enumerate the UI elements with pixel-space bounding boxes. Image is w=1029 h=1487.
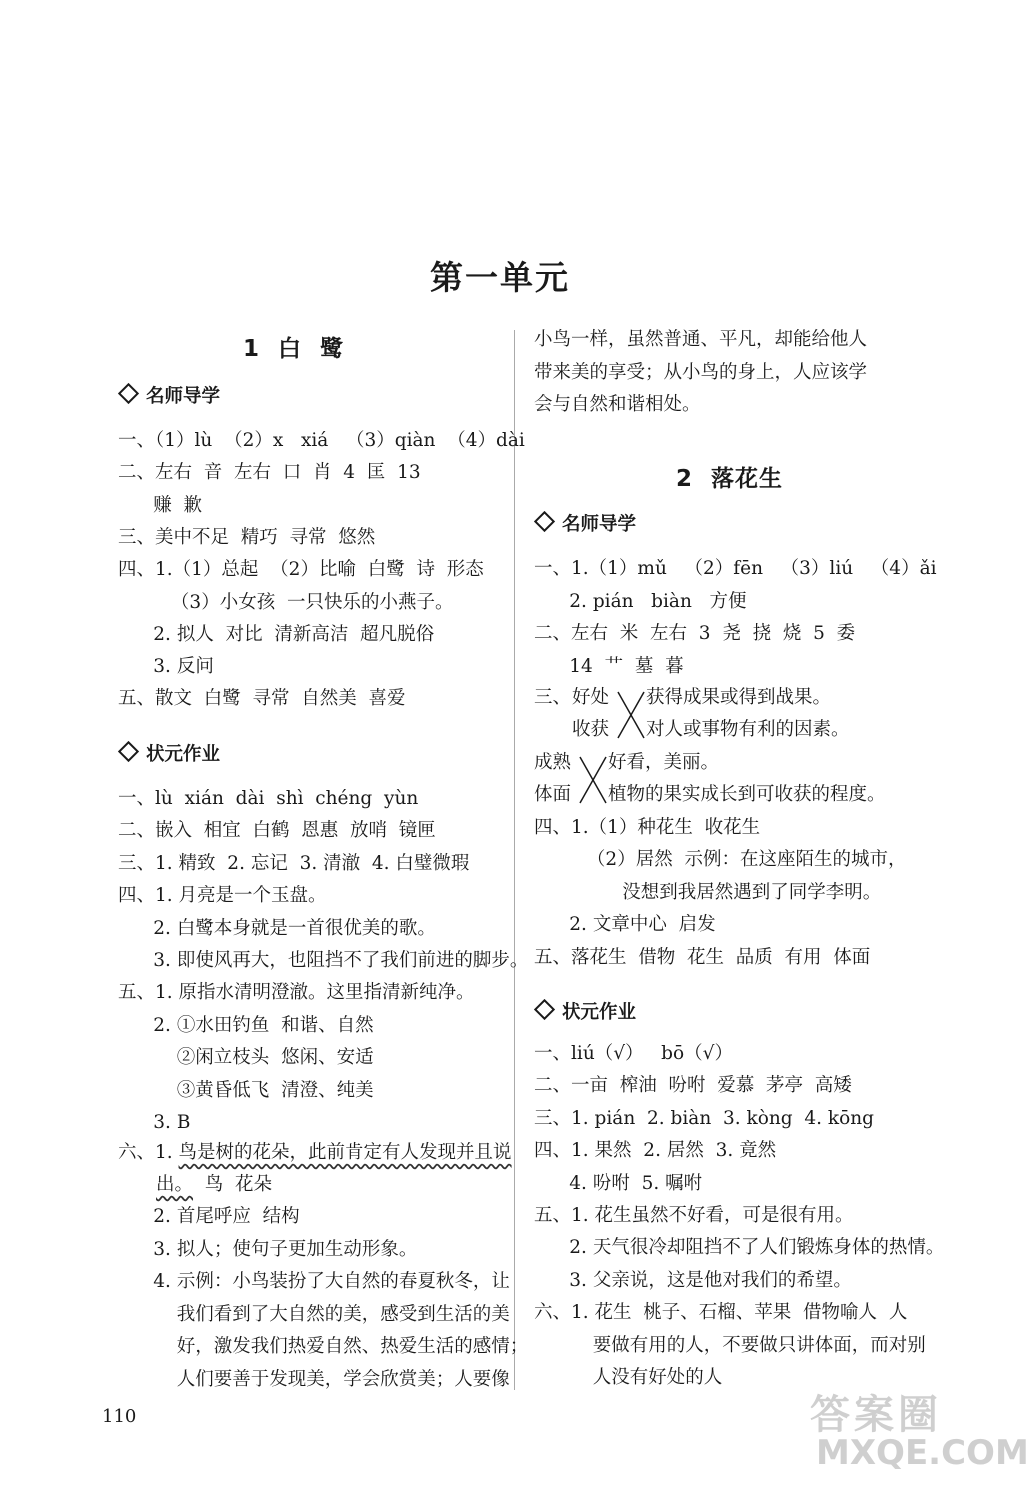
answer-line: 四、1.（1）种花生 收花生 xyxy=(534,817,761,838)
answer-line: 4. 吩咐 5. 嘱咐 xyxy=(534,1172,703,1194)
column-divider xyxy=(514,330,515,1390)
answer-line: 好，激发我们热爱自然、热爱生活的感情； xyxy=(118,1336,529,1357)
answer-line: 三、1. pián 2. biàn 3. kòng 4. kōng xyxy=(534,1107,875,1129)
unit-title: 第一单元 xyxy=(430,258,570,297)
lesson-title-1: 1 白 鹭 xyxy=(243,336,345,362)
answer-line: 14 艹 墓 暮 xyxy=(534,655,684,677)
answer-line: 2. ①水田钓鱼 和谐、自然 xyxy=(118,1014,374,1036)
answer-line-6-1: 六、1. 鸟是树的花朵，此前肯定有人发现并且说 xyxy=(118,1142,512,1163)
answer-line: 五、散文 白鹭 寻常 自然美 喜爱 xyxy=(118,688,406,710)
diamond-icon xyxy=(118,383,139,404)
match-prefix: 三、 xyxy=(534,687,572,708)
diamond-icon xyxy=(534,999,555,1020)
answer-line: 四、1.（1）总起 （2）比喻 白鹭 诗 形态 xyxy=(118,559,484,581)
answer-line: 会与自然和谐相处。 xyxy=(534,394,701,415)
answer-line: 五、落花生 借物 花生 品质 有用 体面 xyxy=(534,946,871,968)
answer-line: 要做有用的人，不要做只讲体面，而对别 xyxy=(534,1334,926,1356)
match-cross-lines-2 xyxy=(578,751,608,809)
answer-line: 3. B xyxy=(118,1112,191,1133)
answer-line: 2. 天气很冷却阻挡不了人们锻炼身体的热情。 xyxy=(534,1237,945,1259)
match-right-1: 获得成果或得到战果。 xyxy=(646,687,832,708)
match-right-4: 植物的果实成长到可收获的程度。 xyxy=(608,784,886,805)
answer-line: 2. 文章中心 启发 xyxy=(534,914,716,936)
match-left-2: 收获 xyxy=(572,719,610,740)
answer-line: ③黄昏低飞 清澄、纯美 xyxy=(118,1079,374,1101)
answer-line: （3）小女孩 一只快乐的小燕子。 xyxy=(118,591,454,613)
answer-line: 一、1.（1）mǔ （2）fēn （3）liú （4）ǎi xyxy=(534,558,937,579)
answer-line-6-1-cont: 出。 鸟 花朵 xyxy=(156,1174,273,1195)
answer-line: 3. 父亲说，这是他对我们的希望。 xyxy=(534,1269,852,1291)
section-heading-guide: 名师导学 xyxy=(118,382,220,408)
answer-line: 三、美中不足 精巧 寻常 悠然 xyxy=(118,526,376,548)
answer-line: 赚 歉 xyxy=(118,494,203,516)
answer-line: 四、1. 果然 2. 居然 3. 竟然 xyxy=(534,1140,777,1162)
match-right-3: 好看，美丽。 xyxy=(608,752,720,773)
answer-line: （2）居然 示例：在这座陌生的城市， xyxy=(534,849,907,871)
match-left-1: 好处 xyxy=(572,687,610,708)
diamond-icon xyxy=(534,511,555,532)
match-left-3: 成熟 xyxy=(534,752,572,773)
answer-line: 二、左右 米 左右 3 尧 挠 烧 5 委 xyxy=(534,623,856,644)
answer-line: 4. 示例：小鸟装扮了大自然的春夏秋冬，让 xyxy=(118,1271,510,1292)
match-right-2: 对人或事物有利的因素。 xyxy=(646,719,850,740)
answer-line: 人没有好处的人 xyxy=(534,1367,723,1388)
answer-line: 没想到我居然遇到了同学李明。 xyxy=(534,881,882,903)
answer-line: 二、嵌入 相宜 白鹤 恩惠 放哨 镜匣 xyxy=(118,820,436,842)
answer-line: 带来美的享受；从小鸟的身上，人应该学 xyxy=(534,361,868,383)
answer-line: 2. pián biàn 方便 xyxy=(534,590,747,612)
match-cross-lines-1 xyxy=(616,686,646,744)
answer-line: 一、liú（√） bō（√） xyxy=(534,1043,733,1064)
answer-line: 一、lù xián dài shì chéng yùn xyxy=(118,788,419,809)
answer-line: 3. 拟人；使句子更加生动形象。 xyxy=(118,1238,418,1260)
answer-line: 五、1. 原指水清明澄澈。这里指清新纯净。 xyxy=(118,982,475,1004)
match-left-4: 体面 xyxy=(534,784,572,805)
answer-line: 2. 白鹭本身就是一首很优美的歌。 xyxy=(118,917,436,939)
answer-line: 我们看到了大自然的美，感受到生活的美 xyxy=(118,1303,510,1325)
answer-line: 2. 首尾呼应 结构 xyxy=(118,1206,300,1227)
answer-line: 3. 即使风再大，也阻挡不了我们前进的脚步。 xyxy=(118,950,529,971)
answer-line: 四、1. 月亮是一个玉盘。 xyxy=(118,885,327,907)
answer-line: 六、1. 花生 桃子、石榴、苹果 借物喻人 人 xyxy=(534,1302,908,1324)
answer-line: 一、（1）lù （2）x xiá （3）qiàn （4）dài xyxy=(118,430,525,451)
answer-line: 五、1. 花生虽然不好看，可是很有用。 xyxy=(534,1205,854,1226)
diamond-icon xyxy=(118,741,139,762)
answer-line: 小鸟一样，虽然普通、平凡，却能给他人 xyxy=(534,329,868,350)
answer-line: ②闲立枝头 悠闲、安适 xyxy=(118,1047,374,1069)
answer-line: 2. 拟人 对比 清新高洁 超凡脱俗 xyxy=(118,623,435,645)
answer-line: 三、1. 精致 2. 忘记 3. 清澈 4. 白璧微瑕 xyxy=(118,852,470,874)
answer-line: 人们要善于发现美，学会欣赏美；人要像 xyxy=(118,1368,510,1390)
answer-line: 3. 反问 xyxy=(118,656,214,678)
section-heading-guide-2: 名师导学 xyxy=(534,510,636,536)
answer-line: 二、左右 音 左右 口 肖 4 匡 13 xyxy=(118,462,421,484)
page-number: 110 xyxy=(102,1406,137,1427)
answer-line: 二、一亩 榨油 吩咐 爱慕 茅亭 高矮 xyxy=(534,1075,852,1097)
section-heading-homework: 状元作业 xyxy=(118,740,220,766)
section-heading-homework-2: 状元作业 xyxy=(534,998,636,1024)
lesson-title-2: 2 落花生 xyxy=(676,466,784,492)
watermark-logo: 答案圈 MXQE.COM xyxy=(810,1392,1029,1473)
